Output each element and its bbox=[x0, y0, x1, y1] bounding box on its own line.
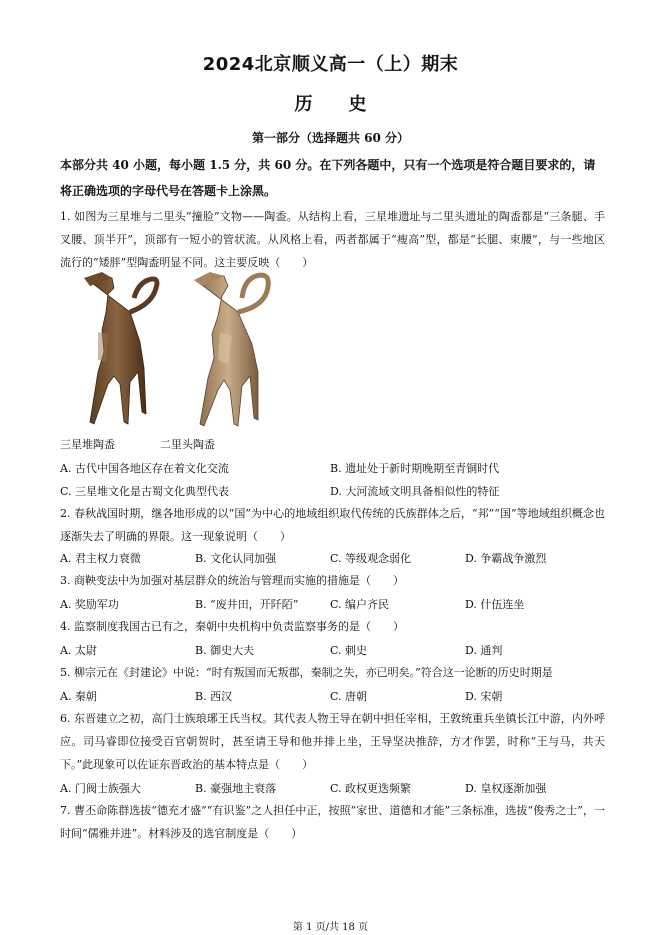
question-1-option-b[interactable]: B. 遗址处于新时期晚期至青铜时代 bbox=[330, 462, 500, 475]
question-4-option-b[interactable]: B. 御史大夫 bbox=[195, 644, 255, 657]
question-2-option-a[interactable]: A. 君主权力衰微 bbox=[60, 552, 141, 565]
question-6-option-b[interactable]: B. 豪强地主衰落 bbox=[195, 782, 277, 795]
question-6-option-c[interactable]: C. 政权更迭频繁 bbox=[330, 782, 412, 795]
question-3-option-b[interactable]: B. “废井田，开阡陌” bbox=[195, 598, 299, 611]
question-1-option-a[interactable]: A. 古代中国各地区存在着文化交流 bbox=[60, 462, 229, 475]
section-instruction: 本部分共 40 小题，每小题 1.5 分，共 60 分。在下列各题中，只有一个选项是符合题目要求的，请将正确选项的字母代号在答题卡上涂黑。 bbox=[60, 158, 596, 198]
question-5-option-c[interactable]: C. 唐朝 bbox=[330, 690, 368, 703]
section-title: 第一部分（选择题共 60 分） bbox=[251, 131, 410, 145]
question-5-stem: 5. 柳宗元在《封建论》中说：“时有叛国而无叛郡，秦制之失，亦已明矣。”符合这一论断的历史时期是 bbox=[60, 666, 553, 679]
question-3-options bbox=[60, 596, 605, 616]
question-6-option-a[interactable]: A. 门阀士族强大 bbox=[60, 782, 141, 795]
question-3-option-a[interactable]: A. 奖励军功 bbox=[60, 598, 119, 611]
question-2-option-d[interactable]: D. 争霸战争激烈 bbox=[465, 552, 547, 565]
question-2-option-b[interactable]: B. 文化认同加强 bbox=[195, 552, 277, 565]
exam-title: 2024北京顺义高一（上）期末 bbox=[202, 54, 459, 75]
question-2-options bbox=[60, 550, 605, 570]
figure-caption-sanxingdui: 三星堆陶盉 bbox=[60, 438, 115, 451]
question-5-options bbox=[60, 688, 605, 708]
question-6-options bbox=[60, 780, 605, 800]
question-6-option-d[interactable]: D. 皇权逐渐加强 bbox=[465, 782, 547, 795]
question-5-option-a[interactable]: A. 秦朝 bbox=[60, 690, 97, 703]
question-5-option-d[interactable]: D. 宋朝 bbox=[465, 690, 503, 703]
page-footer: 第 1 页/共 18 页 bbox=[292, 922, 369, 933]
question-1-stem: 1. 如图为三星堆与二里头“撞脸”文物——陶盉。从结构上看，三星堆遗址与二里头遗址的陶盉都是“三条腿、手叉腰、顶半开”，顶部有一短小的管状流。从风格上看，两者都属于“瘦高”型，都是“长腿、束腰”，与一些地区流行的“矮胖”型陶盉明显不同。这主要反映（ ） bbox=[60, 210, 605, 269]
question-4-options bbox=[60, 642, 605, 662]
question-7-stem: 7. 曹丕命陈群选拔“德充才盛”“有识鉴”之人担任中正，按照“家世、道德和才能”三条标准，选拔“俊秀之士”，一时间“儒雅并进”。材料涉及的选官制度是（ ） bbox=[60, 804, 605, 840]
question-2-stem: 2. 春秋战国时期，继各地形成的以“国”为中心的地域组织取代传统的氏族群体之后，“邦”“国”等地域组织概念也逐渐失去了明确的界限。这一现象说明（ ） bbox=[60, 507, 605, 543]
question-4-option-d[interactable]: D. 通判 bbox=[465, 644, 503, 657]
erlitou-pottery-he-image bbox=[172, 272, 274, 430]
question-4-option-a[interactable]: A. 太尉 bbox=[60, 644, 97, 657]
question-3-stem: 3. 商鞅变法中为加强对基层群众的统治与管理而实施的措施是（ ） bbox=[60, 574, 404, 587]
question-1-option-c[interactable]: C. 三星堆文化是古蜀文化典型代表 bbox=[60, 485, 230, 498]
question-1-options-row-1 bbox=[60, 460, 605, 480]
sanxingdui-pottery-he-image bbox=[68, 272, 164, 428]
question-6-stem: 6. 东晋建立之初，高门士族琅琊王氏当权。其代表人物王导在朝中担任宰相，王敦统重兵坐镇长江中游，内外呼应。司马睿即位接受百官朝贺时，甚至请王导和他并排上坐，王导坚决推辞，方才作罢，时称“王与马，共天下。”此现象可以佐证东晋政治的基本特点是（ ） bbox=[60, 712, 605, 771]
subject-title: 历史 bbox=[294, 94, 403, 115]
figure-caption-erlitou: 二里头陶盉 bbox=[160, 438, 215, 451]
question-5-option-b[interactable]: B. 西汉 bbox=[195, 690, 233, 703]
question-4-option-c[interactable]: C. 刺史 bbox=[330, 644, 368, 657]
question-4-stem: 4. 监察制度我国古已有之，秦朝中央机构中负责监察事务的是（ ） bbox=[60, 620, 404, 633]
question-1-options-row-2 bbox=[60, 483, 605, 503]
question-2-option-c[interactable]: C. 等级观念弱化 bbox=[330, 552, 412, 565]
question-1-option-d[interactable]: D. 大河流域文明具备相似性的特征 bbox=[330, 485, 500, 498]
question-3-option-c[interactable]: C. 编户齐民 bbox=[330, 598, 390, 611]
question-3-option-d[interactable]: D. 什伍连坐 bbox=[465, 598, 525, 611]
